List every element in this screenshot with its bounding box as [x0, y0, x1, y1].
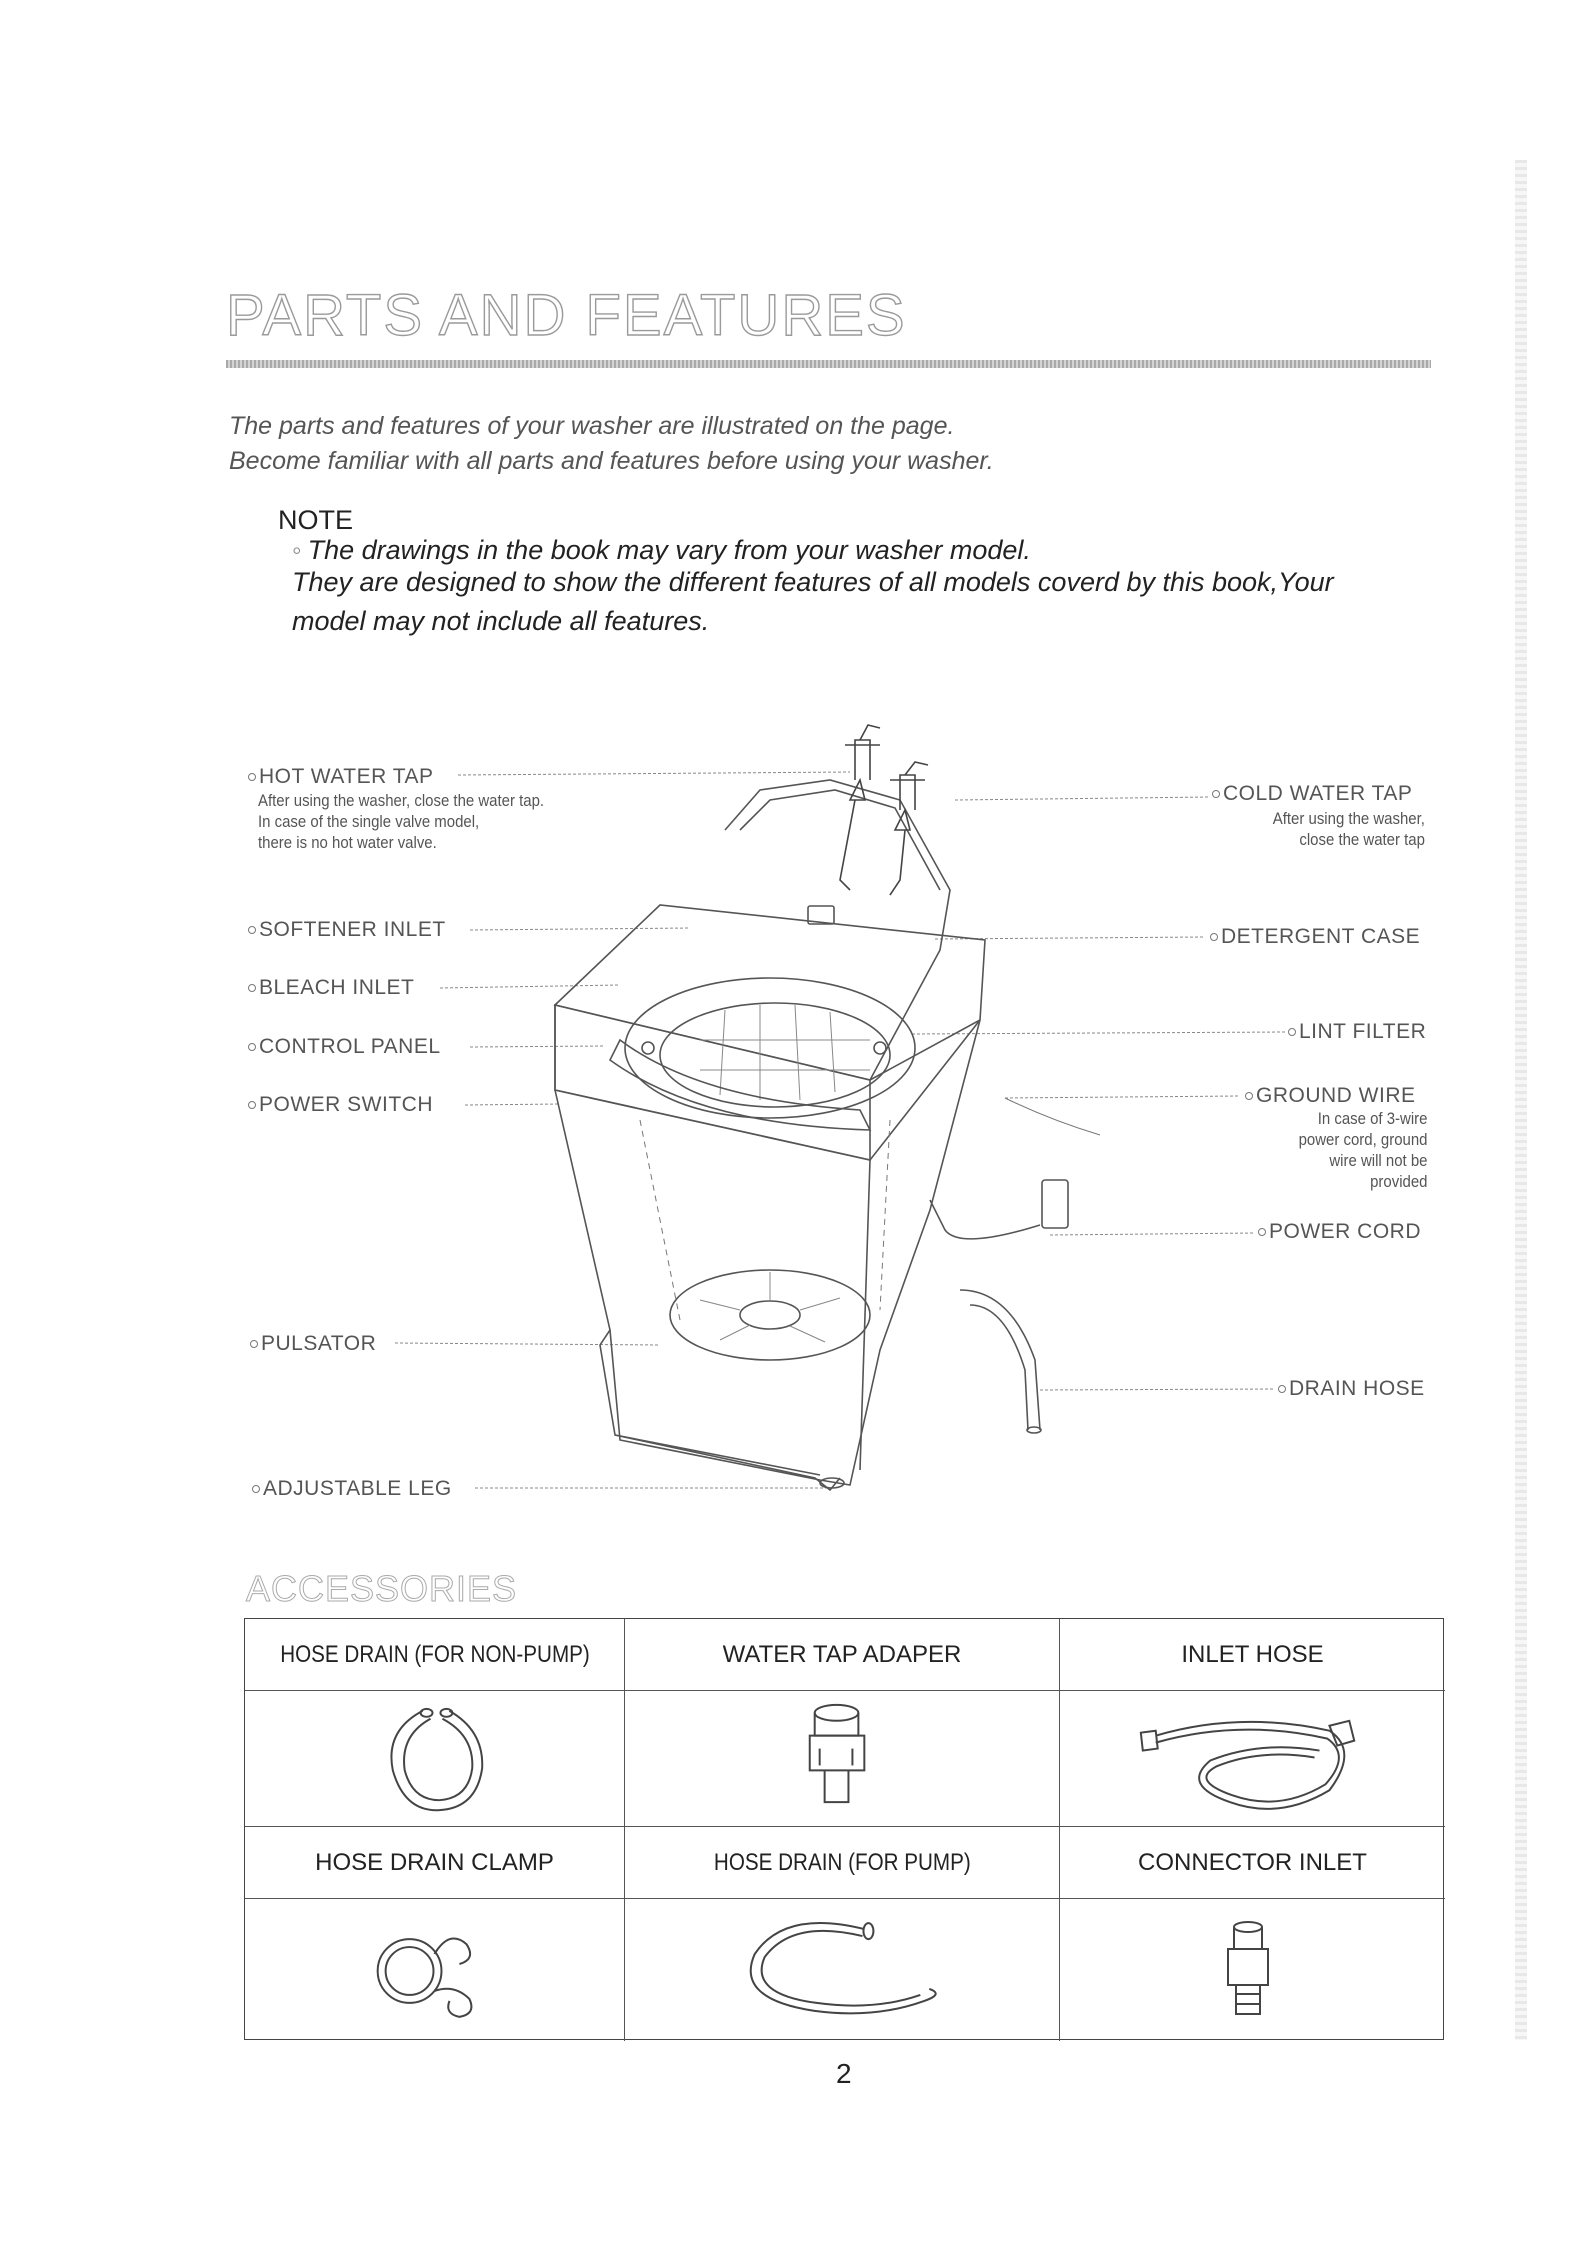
- accessories-title: ACCESSORIES: [246, 1568, 518, 1609]
- ground-wire-label: GROUND WIRE: [1245, 1084, 1416, 1108]
- connector-inlet-image: [1060, 1899, 1445, 2041]
- accessories-table: [244, 1618, 1444, 2040]
- lint-filter-label: LINT FILTER: [1288, 1020, 1426, 1044]
- hose-drain-non-pump-icon: [245, 1691, 624, 1826]
- hose-drain-pump-image: [625, 1899, 1060, 2041]
- accessory-header-hose-drain-clamp: HOSE DRAIN CLAMP: [245, 1827, 625, 1899]
- connector-inlet-icon: [1060, 1899, 1445, 2041]
- ground-wire-desc: In case of 3-wire power cord, ground wire will not be provided: [1298, 1109, 1427, 1191]
- pulsator-label: PULSATOR: [250, 1332, 376, 1356]
- softener-inlet-label: SOFTENER INLET: [248, 918, 446, 942]
- note-line-3: model may not include all features.: [292, 606, 710, 636]
- bullet-icon: [1212, 790, 1220, 798]
- power-cord-label: POWER CORD: [1258, 1220, 1421, 1244]
- accessory-header-water-tap-adaper: WATER TAP ADAPER: [625, 1619, 1060, 1691]
- bullet-icon: [248, 773, 256, 781]
- hose-drain-non-pump-image: [245, 1691, 625, 1827]
- hose-drain-clamp-icon: [245, 1899, 624, 2041]
- intro-line-2: Become familiar with all parts and features before using your washer.: [229, 447, 994, 475]
- intro-line-1: The parts and features of your washer are illustrated on the page.: [229, 412, 955, 440]
- water-tap-adapter-icon: [625, 1691, 1059, 1826]
- note-label: NOTE: [278, 505, 354, 535]
- page-number: 2: [836, 2058, 852, 2089]
- note-line-1: ◦ The drawings in the book may vary from your washer model.: [292, 535, 1031, 565]
- bullet-icon: ◦: [292, 535, 302, 565]
- detergent-case-label: DETERGENT CASE: [1210, 925, 1420, 949]
- inlet-hose-image: [1060, 1691, 1445, 1827]
- page-title: PARTS AND FEATURES: [226, 283, 907, 348]
- accessory-header-hose-drain-non-pump: HOSE DRAIN (FOR NON-PUMP): [245, 1619, 625, 1691]
- water-tap-adaper-image: [625, 1691, 1060, 1827]
- hot-water-tap-desc: After using the washer, close the water tap. In case of the single valve model, there is no hot water valve.: [258, 791, 545, 852]
- bullet-icon: [250, 1340, 258, 1348]
- bleach-inlet-label: BLEACH INLET: [248, 976, 414, 1000]
- cold-water-tap-label: COLD WATER TAP: [1212, 782, 1412, 806]
- note-line-2: They are designed to show the different features of all models coverd by this book,Your: [292, 567, 1334, 597]
- bullet-icon: [252, 1485, 260, 1493]
- hose-drain-clamp-image: [245, 1899, 625, 2041]
- bullet-icon: [1278, 1385, 1286, 1393]
- bullet-icon: [1245, 1092, 1253, 1100]
- power-switch-label: POWER SWITCH: [248, 1093, 433, 1117]
- accessory-header-inlet-hose: INLET HOSE: [1060, 1619, 1445, 1691]
- bullet-icon: [248, 1043, 256, 1051]
- accessory-header-hose-drain-pump: HOSE DRAIN (FOR PUMP): [625, 1827, 1060, 1899]
- adjustable-leg-label: ADJUSTABLE LEG: [252, 1477, 452, 1501]
- bullet-icon: [248, 1101, 256, 1109]
- accessory-header-connector-inlet: CONNECTOR INLET: [1060, 1827, 1445, 1899]
- bullet-icon: [248, 926, 256, 934]
- hose-drain-pump-icon: [625, 1899, 1059, 2041]
- bullet-icon: [1210, 933, 1218, 941]
- drain-hose-label: DRAIN HOSE: [1278, 1377, 1425, 1401]
- bullet-icon: [248, 984, 256, 992]
- cold-water-tap-desc: After using the washer, close the water tap: [1272, 809, 1425, 849]
- bullet-icon: [1258, 1228, 1266, 1236]
- control-panel-label: CONTROL PANEL: [248, 1035, 441, 1059]
- inlet-hose-icon: [1060, 1691, 1445, 1826]
- hot-water-tap-label: HOT WATER TAP: [248, 765, 434, 789]
- bullet-icon: [1288, 1028, 1296, 1036]
